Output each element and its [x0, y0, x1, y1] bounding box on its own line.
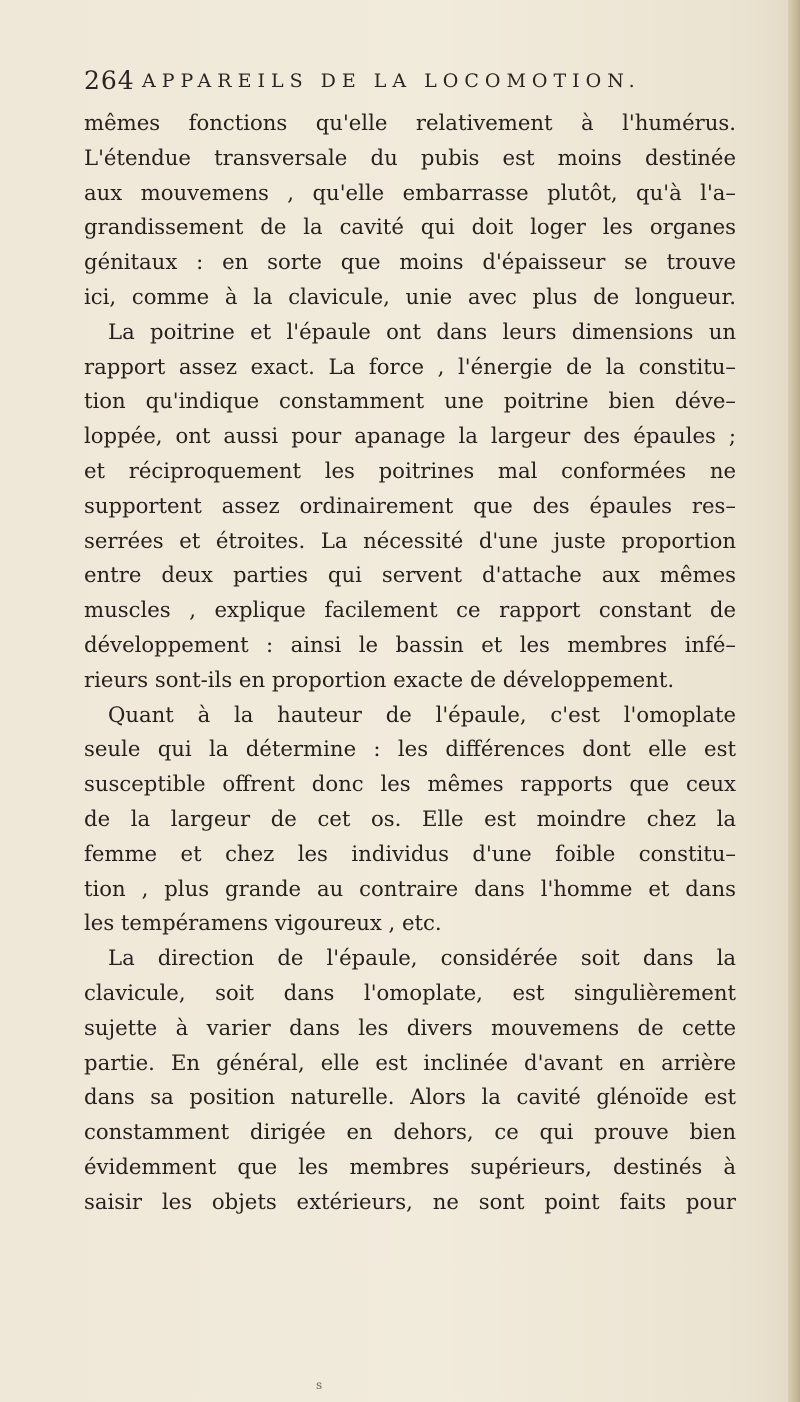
text-line: susceptible offrent donc les mêmes rapports que ceux: [84, 771, 736, 797]
text-line: clavicule, soit dans l'omoplate, est singulièrement: [84, 979, 736, 1005]
text-line: saisir les objets extérieurs, ne sont point faits pour: [84, 1188, 736, 1214]
page-number: 264: [84, 66, 135, 95]
text-line: supportent assez ordinairement que des épaules res–: [84, 492, 736, 518]
text-line: de la largeur de cet os. Elle est moindre chez la: [84, 805, 736, 831]
text-line: Quant à la hauteur de l'épaule, c'est l'omoplate: [108, 701, 736, 727]
text-line: rapport assez exact. La force , l'énergie de la constitu–: [84, 353, 736, 379]
text-line: La direction de l'épaule, considérée soit dans la: [108, 945, 736, 971]
page-binding-edge: [788, 0, 800, 1402]
text-line: dans sa position naturelle. Alors la cavité glénoïde est: [84, 1084, 736, 1110]
text-line: mêmes fonctions qu'elle relativement à l'humérus.: [84, 110, 736, 135]
text-line: partie. En général, elle est inclinée d'avant en arrière: [84, 1049, 736, 1075]
text-line: seule qui la détermine : les différences dont elle est: [84, 736, 736, 762]
text-line: ici, comme à la clavicule, unie avec plus de longueur.: [84, 283, 736, 309]
body-text: [84, 106, 736, 1220]
text-line: et réciproquement les poitrines mal conformées ne: [84, 457, 736, 483]
text-line: développement : ainsi le bassin et les membres infé–: [84, 631, 736, 657]
text-line: aux mouvemens , qu'elle embarrasse plutôt, qu'à l'a–: [84, 179, 736, 205]
text-line: femme et chez les individus d'une foible constitu–: [84, 840, 736, 866]
signature-mark: s: [316, 1378, 323, 1392]
text-line: évidemment que les membres supérieurs, destinés à: [84, 1153, 736, 1179]
text-line: tion qu'indique constamment une poitrine bien déve–: [84, 388, 736, 414]
text-line: constamment dirigée en dehors, ce qui prouve bien: [84, 1119, 736, 1145]
text-line: génitaux : en sorte que moins d'épaisseur se trouve: [84, 249, 736, 275]
text-line: grandissement de la cavité qui doit loger les organes: [84, 214, 736, 240]
text-line: muscles , explique facilement ce rapport constant de: [84, 597, 736, 623]
text-line: sujette à varier dans les divers mouvemens de cette: [84, 1014, 736, 1040]
text-line: rieurs sont-ils en proportion exacte de développement.: [84, 666, 675, 692]
text-line: L'étendue transversale du pubis est moins destinée: [84, 144, 736, 170]
page-header: [84, 60, 724, 104]
running-title: APPAREILS DE LA LOCOMOTION.: [142, 70, 641, 92]
text-line: La poitrine et l'épaule ont dans leurs dimensions un: [108, 318, 736, 344]
text-line: entre deux parties qui servent d'attache aux mêmes: [84, 562, 736, 588]
text-line: tion , plus grande au contraire dans l'homme et dans: [84, 875, 736, 901]
text-line: loppée, ont aussi pour apanage la largeur des épaules ;: [84, 423, 736, 449]
text-line: serrées et étroites. La nécessité d'une juste proportion: [84, 527, 736, 553]
text-line: les tempéramens vigoureux , etc.: [84, 910, 442, 936]
